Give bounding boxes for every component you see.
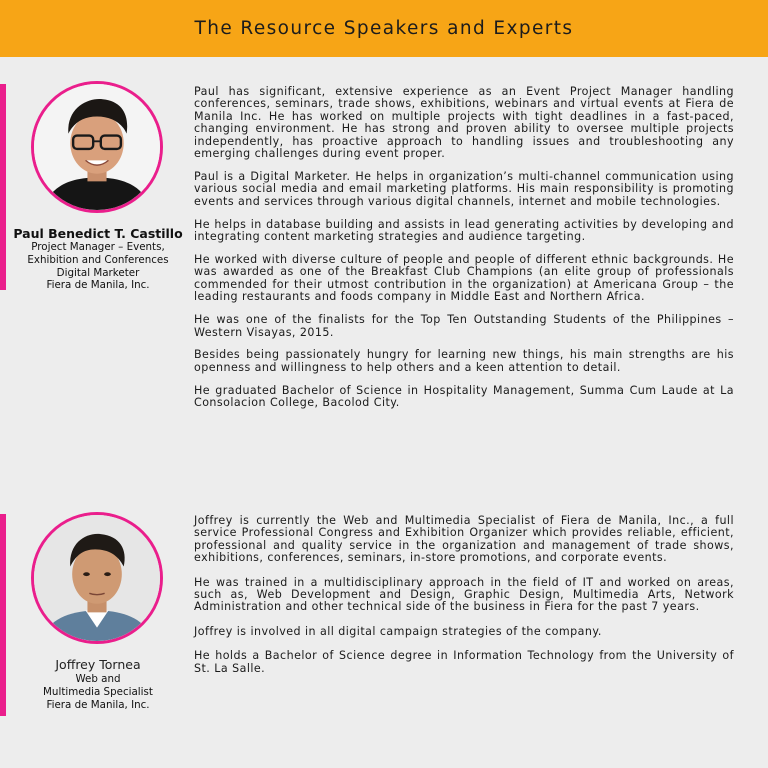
speaker-2-bio: [194, 515, 734, 687]
speaker-1-role-line: Project Manager – Events,: [31, 241, 165, 253]
bio-paragraph: He holds a Bachelor of Science degree in Information Technology from the University of St. La Salle.: [194, 649, 734, 675]
speaker-2-name: Joffrey Tornea: [55, 657, 141, 672]
speaker-1-role-line: Exhibition and Conferences: [27, 253, 169, 266]
bio-paragraph: He was one of the finalists for the Top Ten Outstanding Students of the Philippines – Western Visayas, 2015.: [194, 313, 734, 339]
speaker-2-role-line: Fiera de Manila, Inc.: [46, 698, 150, 711]
speaker-2-role: [0, 673, 196, 711]
speaker-1-portrait-icon: [34, 84, 160, 210]
speaker-1-name: Paul Benedict T. Castillo: [13, 226, 183, 241]
speaker-1-role: [0, 241, 196, 292]
speaker-2-portrait-icon: [34, 515, 160, 641]
speaker-1-role-line: Digital Marketer: [56, 266, 140, 279]
bio-paragraph: Besides being passionately hungry for learning new things, his main strengths are his openness and willingness to help others and a keen attention to detail.: [194, 348, 734, 374]
bio-paragraph: He was trained in a multidisciplinary approach in the field of IT and worked on areas, such as, Web Development and Design, Graphic Design, Multimedia Arts, Network Administration and other technical side of the business in Fiera for the past 7 years.: [194, 575, 734, 614]
speaker-1-photo: [31, 81, 163, 213]
speaker-1-bio: [194, 86, 734, 420]
page-header: [0, 0, 768, 57]
bio-paragraph: Joffrey is involved in all digital campaign strategies of the company.: [194, 624, 602, 638]
speaker-2-photo: [31, 512, 163, 644]
speaker-2-role-line: Multimedia Specialist: [43, 685, 153, 698]
bio-paragraph: Joffrey is currently the Web and Multimedia Specialist of Fiera de Manila, Inc., a full service Professional Congress and Exhibition Organizer which provides reliable, efficient, professional and quality service in the organization and management of trade shows, exhibitions, conferences, seminars, in-store promotions, and corporate events.: [194, 514, 734, 565]
page-title: The Resource Speakers and Experts: [194, 18, 574, 39]
bio-paragraph: Paul has significant, extensive experience as an Event Project Manager handling conferences, seminars, trade shows, exhibitions, webinars and virtual events at Fiera de Manila Inc. He has worked on multiple projects with tight deadlines in a fast-paced, changing environment. He has strong and proven ability to oversee multiple projects independently, has proactive approach to handling issues and troubleshooting any emerging challenges during event proper.: [194, 85, 734, 161]
bio-paragraph: He helps in database building and assists in lead generating activities by developing and integrating content marketing strategies and audience targeting.: [194, 217, 734, 244]
bio-paragraph: He graduated Bachelor of Science in Hospitality Management, Summa Cum Laude at La Consolacion College, Bacolod City.: [194, 383, 734, 410]
bio-paragraph: Paul is a Digital Marketer. He helps in organization’s multi-channel communication using various social media and email marketing platforms. His main responsibility is promoting events and services through various digital channels, internet and mobile technologies.: [194, 169, 734, 208]
speaker-1-role-line: Fiera de Manila, Inc.: [46, 279, 150, 292]
bio-paragraph: He worked with diverse culture of people and people of different ethnic backgrounds. He was awarded as one of the Breakfast Club Champions (an elite group of professionals commended for their utmost contribution in the organization) at Americana Group – the leading restaurants and foods company in Middle East and Northern Africa.: [194, 252, 734, 304]
speaker-2-role-line: Web and: [75, 673, 121, 685]
